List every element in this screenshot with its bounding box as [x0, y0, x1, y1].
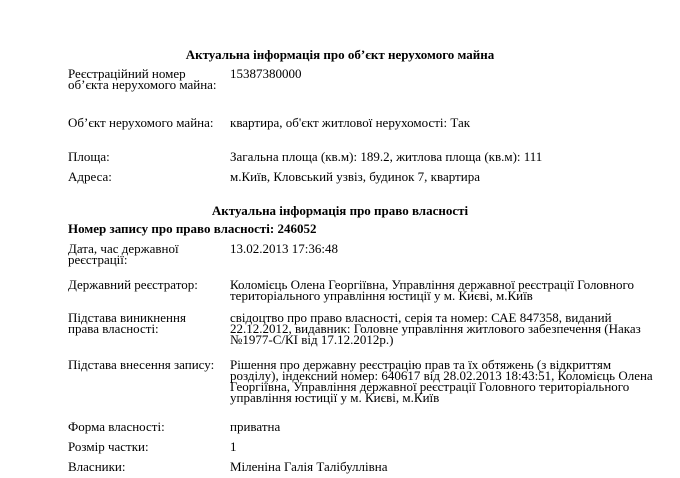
field-label: Підстава внесення запису:	[68, 357, 215, 372]
field-value: Міленіна Галія Талібуллівна	[230, 459, 388, 474]
field-label: Реєстраційний номер об’єкта нерухомого майна:	[68, 66, 217, 92]
property-section-heading: Актуальна інформація про об’єкт нерухомого майна	[185, 47, 495, 62]
field-value: 1	[230, 439, 237, 454]
field-value: приватна	[230, 419, 281, 434]
field-label: Об’єкт нерухомого майна:	[68, 115, 214, 130]
field-value: Рішення про державну реєстрацію прав та їх обтяжень (з відкриттям розділу), індексний номер: 640617 від 28.02.2013 18:43:51, Коломієць Олена Георгіївна, Управління державної реєстрації Головного територіального управління юстиції у м. Києві, м.Київ	[230, 357, 653, 405]
ownership-section-heading: Актуальна інформація про право власності	[211, 203, 469, 218]
field-value: свідоцтво про право власності, серія та номер: САЕ 847358, виданий 22.12.2012, видавник: Головне управління житлового забезпечення (Наказ №1977-С/КІ від 17.12.2012р.)	[230, 310, 641, 347]
field-label: Державний реєстратор:	[68, 277, 198, 292]
field-value: Коломієць Олена Георгіївна, Управління державної реєстрації Головного територіального управління юстиції у м. Києві, м.Київ	[230, 277, 635, 303]
field-label: Адреса:	[68, 169, 112, 184]
field-value: 15387380000	[230, 66, 302, 81]
ownership-record-number: Номер запису про право власності: 246052	[68, 221, 317, 236]
field-label: Підстава виникнення права власності:	[68, 310, 186, 336]
field-label: Власники:	[68, 459, 126, 474]
field-value: 13.02.2013 17:36:48	[230, 241, 338, 256]
field-value: м.Київ, Кловський узвіз, будинок 7, квартира	[230, 169, 480, 184]
field-label: Розмір частки:	[68, 439, 149, 454]
field-value: квартира, об'єкт житлової нерухомості: Так	[230, 115, 471, 130]
field-value: Загальна площа (кв.м): 189.2, житлова площа (кв.м): 111	[230, 149, 543, 164]
field-label: Дата, час державної реєстрації:	[68, 241, 179, 267]
field-label: Площа:	[68, 149, 110, 164]
field-label: Форма власності:	[68, 419, 165, 434]
